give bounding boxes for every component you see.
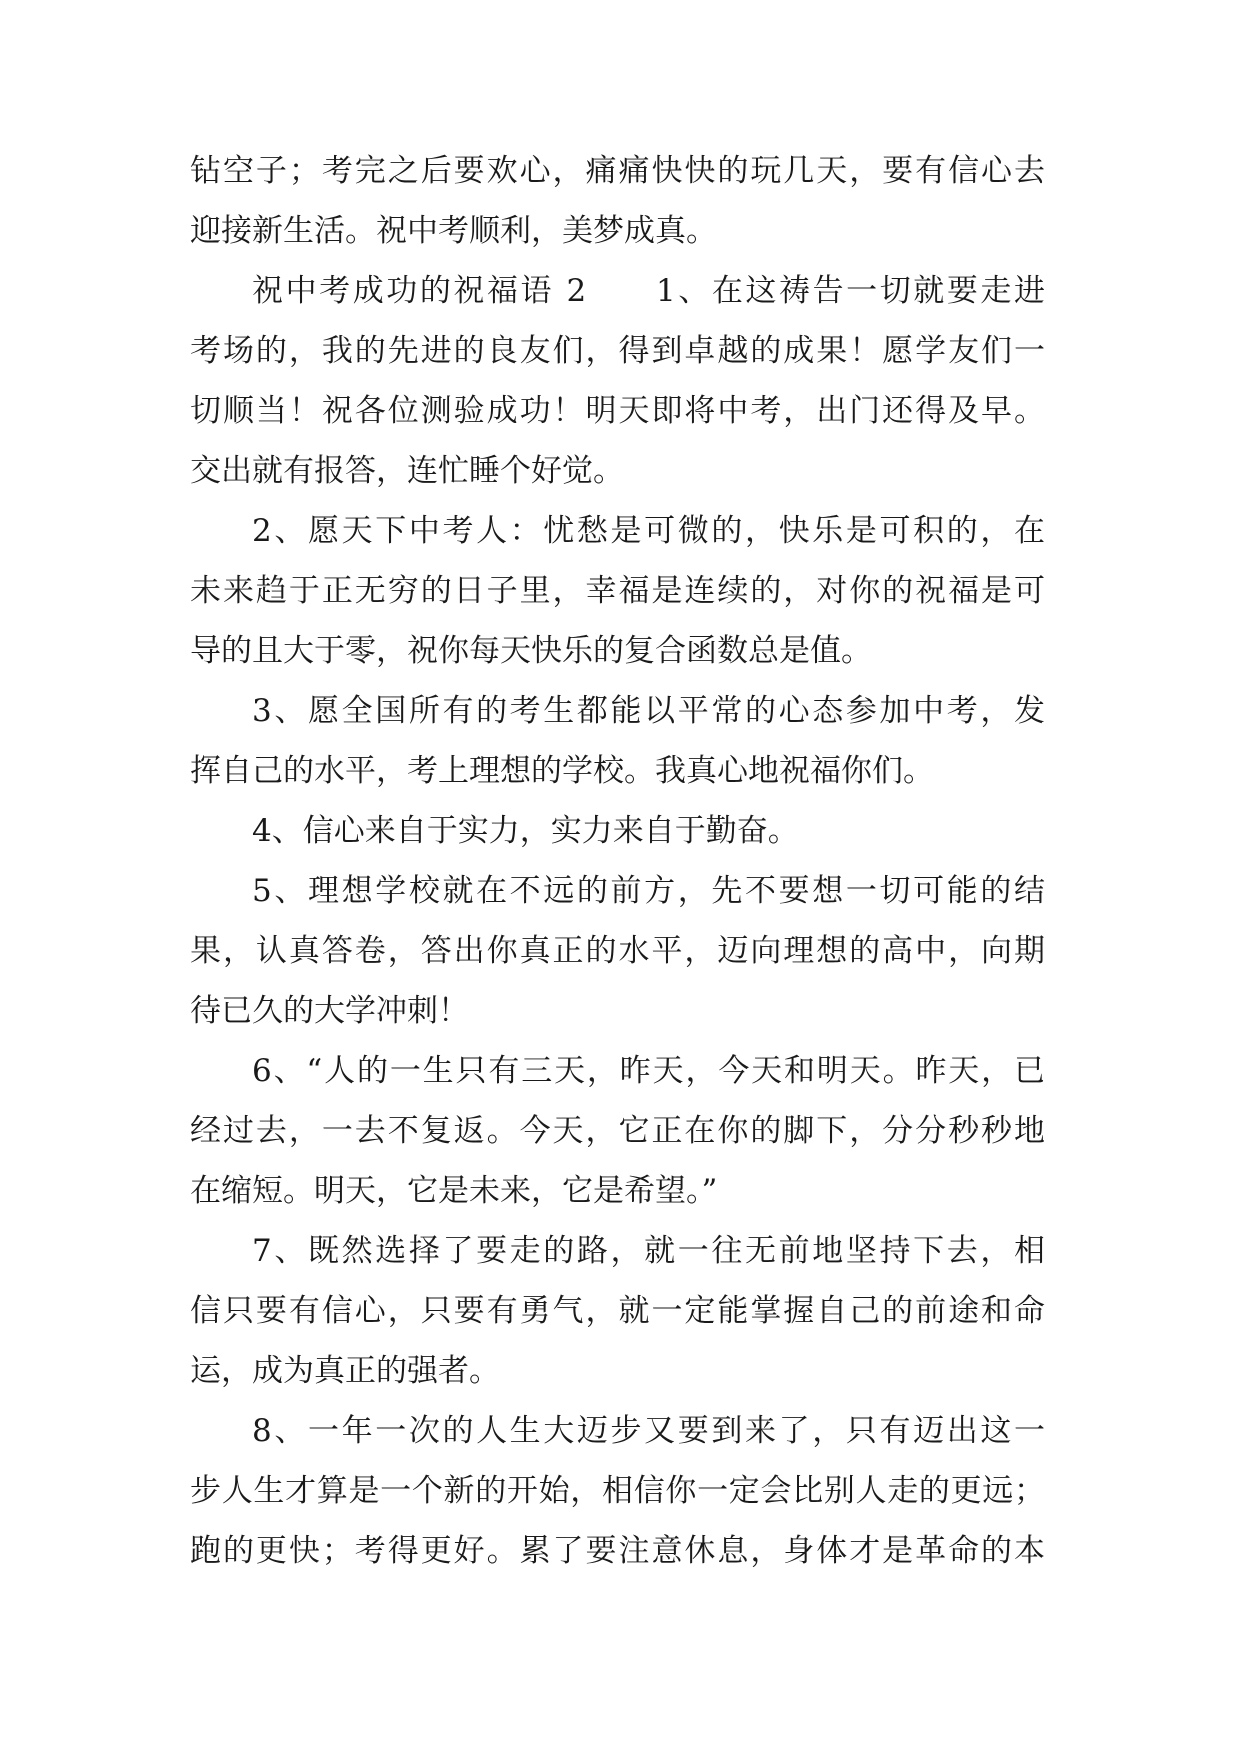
text-line: 考场的，我的先进的良友们，得到卓越的成果！愿学友们一 [190,333,1045,369]
text-line: 8、一年一次的人生大迈步又要到来了，只有迈出这一 [252,1413,1045,1449]
text-line: 切顺当！祝各位测验成功！明天即将中考，出门还得及早。 [190,393,1045,429]
text-line: 挥自己的水平，考上理想的学校。我真心地祝福你们。 [190,753,934,789]
text-line: 2、愿天下中考人：忧愁是可微的，快乐是可积的，在 [252,513,1045,549]
text-line: 交出就有报答，连忙睡个好觉。 [190,453,624,489]
text-line: 经过去，一去不复返。今天，它正在你的脚下，分分秒秒地 [190,1113,1045,1149]
text-line: 钻空子；考完之后要欢心，痛痛快快的玩几天，要有信心去 [190,153,1045,189]
text-line: 3、愿全国所有的考生都能以平常的心态参加中考，发 [252,693,1045,729]
text-line: 导的且大于零，祝你每天快乐的复合函数总是值。 [190,633,872,669]
text-line: 5、理想学校就在不远的前方，先不要想一切可能的结 [252,873,1045,909]
text-line: 跑的更快；考得更好。累了要注意休息，身体才是革命的本 [190,1533,1045,1569]
text-line: 祝中考成功的祝福语 2 1、在这祷告一切就要走进 [252,273,1045,309]
text-line: 信只要有信心，只要有勇气，就一定能掌握自己的前途和命 [190,1293,1045,1329]
text-line: 7、既然选择了要走的路，就一往无前地坚持下去，相 [252,1233,1045,1269]
text-line: 未来趋于正无穷的日子里，幸福是连续的，对你的祝福是可 [190,573,1045,609]
text-line: 4、信心来自于实力，实力来自于勤奋。 [252,813,799,849]
text-line: 迎接新生活。祝中考顺利，美梦成真。 [190,213,717,249]
text-line: 在缩短。明天，它是未来，它是希望。” [190,1173,718,1209]
text-line: 果，认真答卷，答出你真正的水平，迈向理想的高中，向期 [190,933,1045,969]
text-line: 运，成为真正的强者。 [190,1353,500,1389]
text-line: 步人生才算是一个新的开始，相信你一定会比别人走的更远； [190,1473,1045,1509]
text-line: 待已久的大学冲刺！ [190,993,469,1029]
text-line: 6、“人的一生只有三天，昨天，今天和明天。昨天，已 [252,1053,1045,1089]
